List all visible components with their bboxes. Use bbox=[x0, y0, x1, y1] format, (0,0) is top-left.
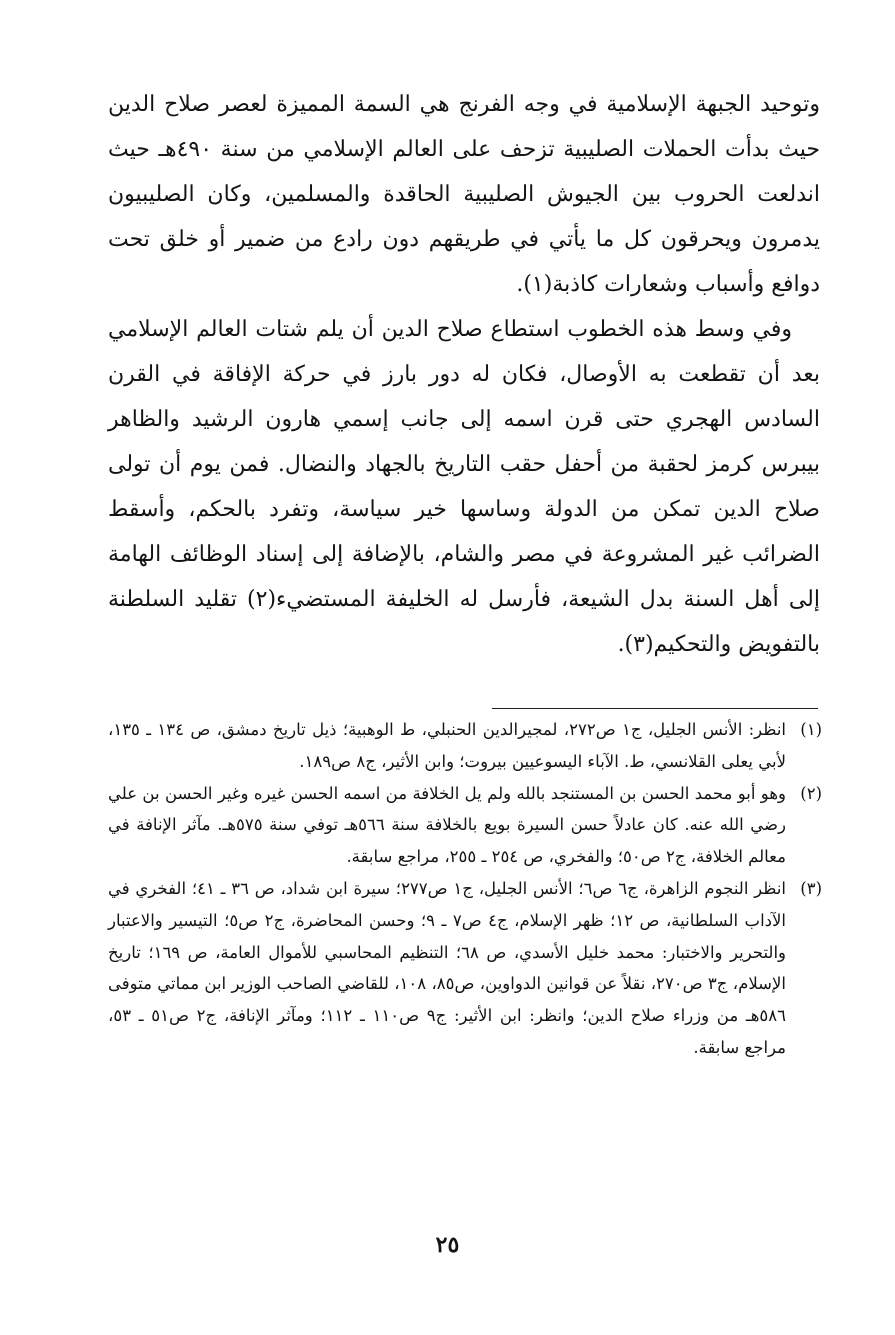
footnote-number: (٣) bbox=[800, 878, 822, 898]
footnote-text: انظر: الأنس الجليل، ج١ ص٢٧٢، لمجيرالدين الحنبلي، ط الوهبية؛ ذيل تاريخ دمشق، ص ١٣٤ ـ ١٣٥، لأبي يعلى القلانسي، ط. الآباء اليسوعيين بيروت؛ وابن الأثير، ج٨ ص١٨٩. bbox=[108, 720, 786, 771]
footnote-3 bbox=[108, 873, 822, 1064]
main-text bbox=[108, 82, 820, 667]
footnote-2 bbox=[108, 778, 822, 873]
paragraph-2: وفي وسط هذه الخطوب استطاع صلاح الدين أن يلم شتات العالم الإسلامي بعد أن تقطعت به الأوصال، فكان له دور بارز في حركة الإفاقة في القرن السادس الهجري حتى قرن اسمه إلى جانب إسمي هارون الرشيد والظاهر بيبرس كرمز لحقبة من أحفل حقب التاريخ بالجهاد والنضال. فمن يوم أن تولى صلاح الدين تمكن من الدولة وساسها خير سياسة، وتفرد بالحكم، وأسقط الضرائب غير المشروعة في مصر والشام، بالإضافة إلى إسناد الوظائف الهامة إلى أهل السنة بدل الشيعة، فأرسل له الخليفة المستضيء(٢) تقليد السلطنة بالتفويض والتحكيم(٣). bbox=[108, 317, 820, 657]
footnotes bbox=[108, 714, 822, 1064]
footnote-text: وهو أبو محمد الحسن بن المستنجد بالله ولم يل الخلافة من اسمه الحسن غيره وغير الحسن بن علي رضي الله عنه. كان عادلاً حسن السيرة بويع بالخلافة سنة ٥٦٦هـ توفي سنة ٥٧٥هـ. مآثر الإنافة في معالم الخلافة، ج٢ ص٥٠؛ والفخري، ص ٢٥٤ ـ ٢٥٥، مراجع سابقة. bbox=[108, 783, 786, 867]
page-number: ٢٥ bbox=[435, 1232, 460, 1258]
footnote-number: (٢) bbox=[800, 783, 822, 803]
footnote-number: (١) bbox=[800, 720, 822, 739]
paragraph-1: وتوحيد الجبهة الإسلامية في وجه الفرنج هي السمة المميزة لعصر صلاح الدين حيث بدأت الحملات الصليبية تزحف على العالم الإسلامي من سنة ٤٩٠هـ حيث اندلعت الحروب بين الجيوش الصليبية الحاقدة والمسلمين، وكان الصليبيون يدمرون ويحرقون كل ما يأتي في طريقهم دون رادع من ضمير أو خلق تحت دوافع وأسباب وشعارات كاذبة(١). bbox=[108, 92, 821, 297]
footnote-separator bbox=[492, 708, 818, 709]
footnote-text: انظر النجوم الزاهرة، ج٦ ص٦؛ الأنس الجليل، ج١ ص٢٧٧؛ سيرة ابن شداد، ص ٣٦ ـ ٤١؛ الفخري في الآداب السلطانية، ص ١٢؛ ظهر الإسلام، ج٤ ص٧ ـ ٩؛ وحسن المحاضرة، ج٢ ص٥؛ التيسير والاعتبار والتحرير والاختبار: محمد خليل الأسدي، ص ٦٨؛ التنظيم المحاسبي للأموال العامة، ص ١٦٩؛ تاريخ الإسلام، ج٣ ص٢٧٠، نقلاً عن قوانين الدواوين، ص٨٥، ١٠٨، للقاضي الصاحب الوزير ابن مماتي متوفى ٥٨٦هـ من وزراء صلاح الدين؛ وانظر: ابن الأثير: ج٩ ص١١٠ ـ ١١٢؛ ومآثر الإنافة، ج٢ ص٥١ ـ ٥٣، مراجع سابقة. bbox=[108, 878, 787, 1057]
footnote-1 bbox=[108, 714, 822, 778]
